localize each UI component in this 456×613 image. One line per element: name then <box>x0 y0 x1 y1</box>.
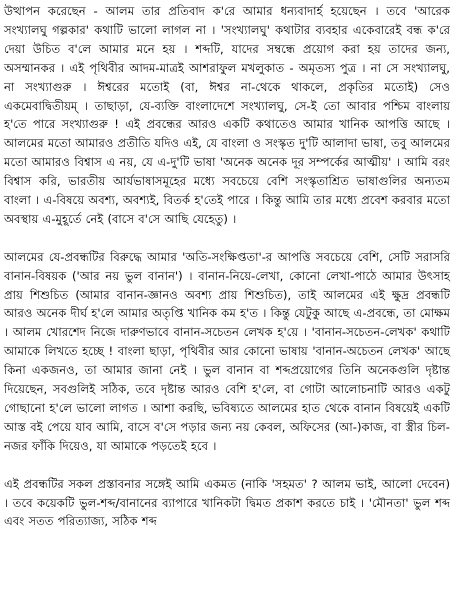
paragraph-3: এই প্রবন্ধটির সকল প্রস্তাবনার সঙ্গেই আমি একমত (নাকি 'সহমত' ? আলম ভাই, আলো দেবেন) । তবে কয়েকটি ভুল-শব্দ/বানানের ব্যাপারে খানিকটা দ্বিমত প্রকাশ করতে চাই । 'মৌনতা' ভুল শব্দ এবং সতত পরিত্যাজ্য, সঠিক শব্দ <box>4 476 450 529</box>
paragraph-1: উত্থাপন করেছেন - আলম তার প্রতিবাদ ক'রে আমার ধন্যবাদার্হ হয়েছেন । তবে 'আরেক সংখ্যালঘু গল্পকার' কথাটি ভালো লাগল না । 'সংখ্যালঘু' কথাটার ব্যবহার একেবারেই বন্ধ ক'রে দেয়া উচিত ব'লে আমার মনে হয় । শব্দটি, যাদের সম্বন্ধে প্রয়োগ করা হয় তাদের জন্য, অসম্মানকর । এই পৃথিবীর আদম-মাত্রই আশরাফুল মখলুকাত - অমৃতস্য পুত্র । না সে সংখ্যালঘু, না সংখ্যাগুরু । ঈশ্বরের মতোই (বা, ঈশ্বর না-থেকে থাকলে, প্রকৃতির মতোই) সেও একমেবাদ্বিতীয়ম্ । তাছাড়া, যে-ব্যক্তি বাংলাদেশে সংখ্যালঘু, সে-ই তো আবার পশ্চিম বাংলায় হ'তে পারে সংখ্যাগুরু ! এই প্রবন্ধের আরও একটি কথাতেও আমার খানিক আপত্তি আছে । আলমের মতো আমারও প্রতীতি যদিও এই, যে বাংলা ও সংস্কৃত দু'টি আলাদা ভাষা, তবু আলমের মতো আমারও বিশ্বাস এ নয়, যে এ-দু'টি ভাষা 'অনেক অনেক দূর সম্পর্কের আত্মীয়' । আমি বরং বিশ্বাস করি, ভারতীয় আর্যভাষাসমূহের মধ্যে সবচেয়ে বেশি সংস্কৃতাশ্রিত ভাষাগুলির অন্যতম বাংলা । এ-বিষয়ে অবশ্য, অবশ্যই, বিতর্ক হ'তেই পারে । কিন্তু আমি তার মধ্যে প্রবেশ করবার মতো অবস্থায় এ-মুহূর্তে নেই (বাসে ব'সে আছি যেহেতু) । <box>4 4 451 226</box>
paragraph-2: আলমের যে-প্রবন্ধটির বিরুদ্ধে আমার 'অতি-সংক্ষিপ্ততা'-র আপত্তি সবচেয়ে বেশি, সেটি সরাসরি বানান-বিষয়ক ('আর নয় ভুল বানান') । বানান-নিয়ে-লেখা, কোনো লেখা-পাঠে আমার উৎসাহ প্রায় শিশুচিত (আমার বানান-জ্ঞানও অবশ্য প্রায় শিশুচিত), তাই আলমের এই ক্ষুদ্র প্রবন্ধটি আরও অনেক দীর্ঘ হ'লে আমার অতৃপ্তি খানিক কম হ'ত । কিন্তু যেটুকু আছে এ-প্রবন্ধে, তা মোক্ষম । আলম খোরশেদ নিজে দারুণভাবে বানান-সচেতন লেখক হ'য়ে । 'বানান-সচেতন-লেখক' কথাটি আমাকে লিখতে হচ্ছে ! বাংলা ছাড়া, পৃথিবীর আর কোনো ভাষায় 'বানান-অচেতন লেখক' আছে কিনা একজনও, তা আমার জানা নেই । ভুল বানান বা শব্দপ্রয়োগের তিনি অনেকগুলি দৃষ্টান্ত দিয়েছেন, সবগুলিই সঠিক, তবে দৃষ্টান্ত আরও বেশি হ'লে, বা গোটা আলোচনাটি আরও একটু গোছানো হ'লে ভালো লাগত । আশা করছি, ভবিষ্যতে আলমের হাত থেকে বানান বিষয়েই একটি আস্ত বই পেয়ে যাব আমি, বাসে ব'সে পড়ার জন্য নয় কেবল, অফিসের (আ-)কাজ, বা স্ত্রীর চিল-নজর ফাঁকি দিয়েও, যা আমাকে পড়তেই হবে । <box>4 249 450 453</box>
